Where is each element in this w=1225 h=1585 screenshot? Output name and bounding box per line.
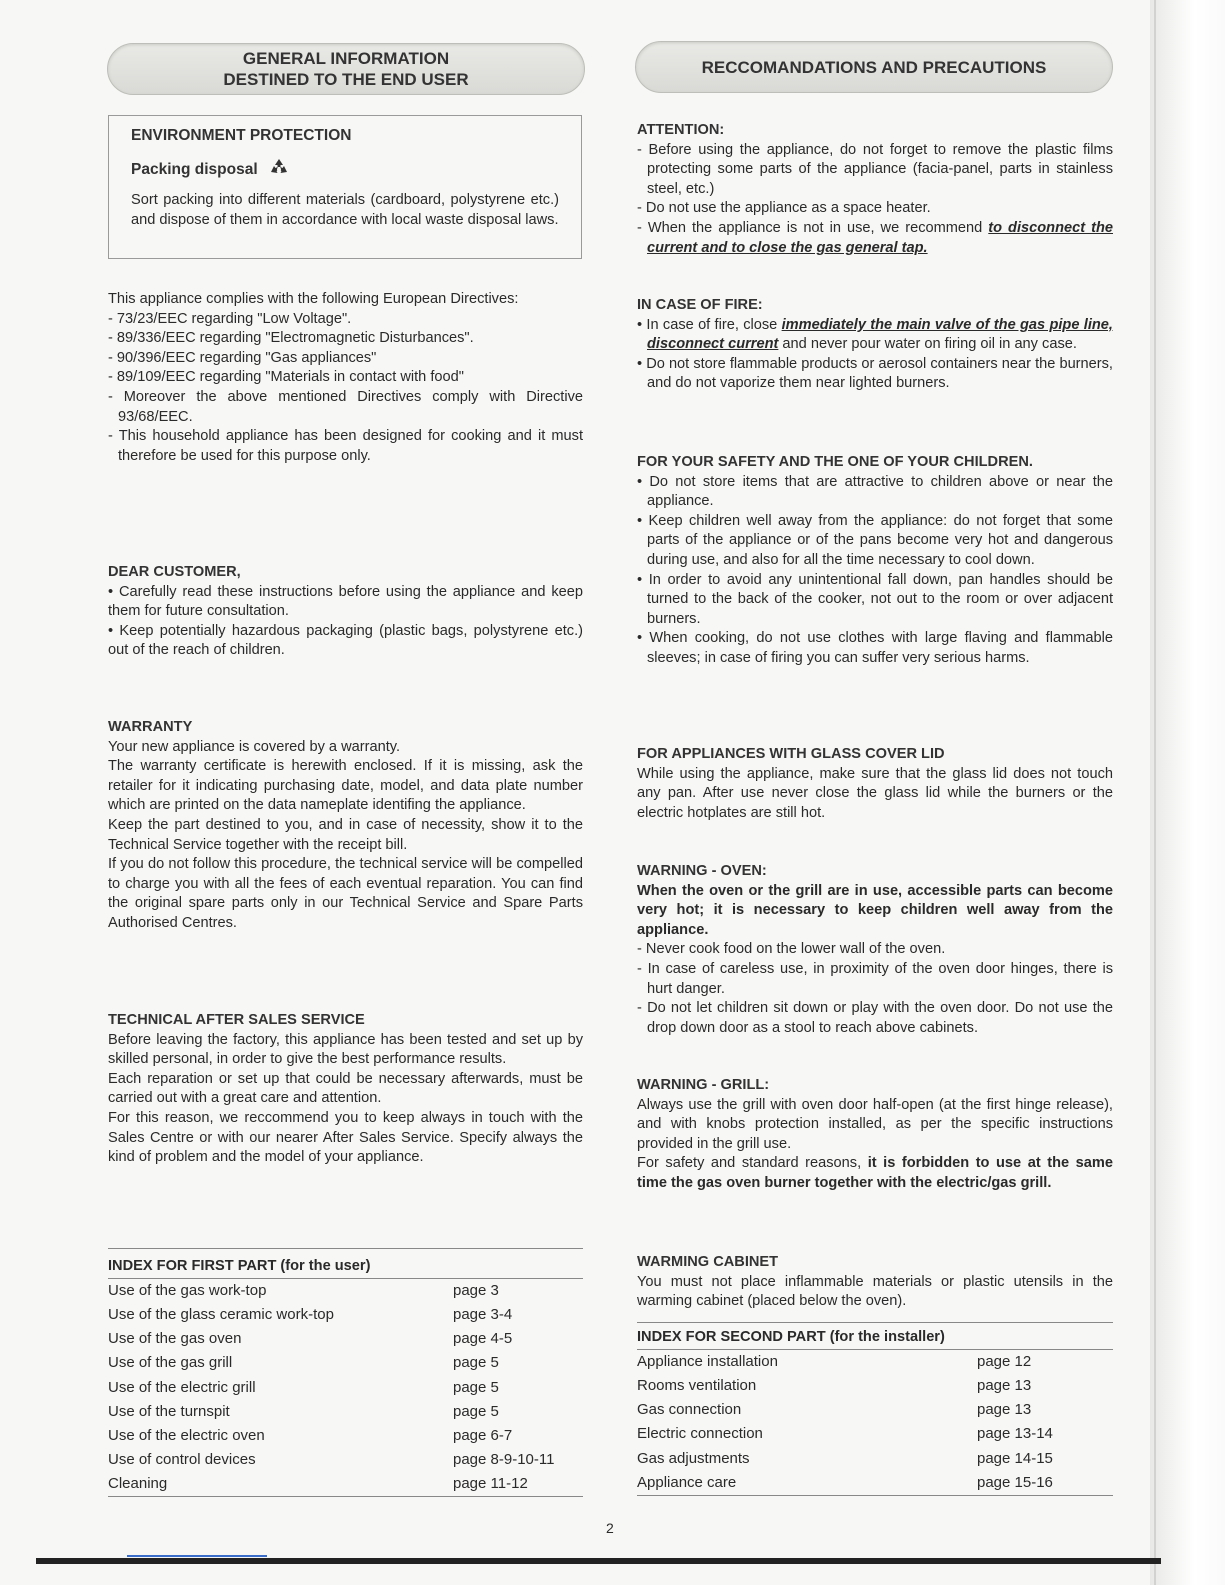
scan-bottom-bar bbox=[36, 1558, 1161, 1564]
index-row bbox=[637, 1374, 1113, 1398]
index-label: Gas adjustments bbox=[637, 1449, 750, 1467]
service-paragraph: Each reparation or set up that could be necessary afterwards, must be carried out with a great care and attention. bbox=[108, 1070, 583, 1107]
index-label: Use of the glass ceramic work-top bbox=[108, 1306, 334, 1324]
index-row bbox=[637, 1422, 1113, 1446]
fire-item bbox=[637, 316, 1113, 355]
index-page: page 3-4 bbox=[453, 1306, 513, 1324]
index-top-rule bbox=[108, 1248, 583, 1249]
fire-emphasis: immediately the main valve of the gas pipe line, disconnect current bbox=[647, 316, 1113, 353]
warranty-title: WARRANTY bbox=[108, 719, 193, 735]
index-row bbox=[637, 1446, 1113, 1470]
packing-disposal-heading bbox=[131, 157, 559, 185]
index-second-title: INDEX FOR SECOND PART (for the installer) bbox=[637, 1328, 1113, 1350]
grill-text: Always use the grill with oven door half-open (at the first hinge release), and with knobs protection installed, as per the specific instructions provided in the grill use. bbox=[637, 1096, 1113, 1152]
page-edge-shadow bbox=[1150, 0, 1225, 1585]
index-row bbox=[108, 1351, 583, 1375]
environment-title: ENVIRONMENT PROTECTION bbox=[131, 127, 352, 144]
directive-item: - 89/109/EEC regarding "Materials in contact with food" bbox=[108, 369, 464, 386]
index-page: page 13 bbox=[977, 1401, 1032, 1419]
warning-grill-section bbox=[637, 1076, 1113, 1194]
index-label: Use of the turnspit bbox=[108, 1402, 230, 1420]
banner-line-2: DESTINED TO THE END USER bbox=[223, 70, 469, 89]
index-row bbox=[637, 1350, 1113, 1374]
warranty-paragraph: If you do not follow this procedure, the technical service will be compelled to charge you with all the fees of each eventual reparation. You can find the original spare parts only in our Technical Service and Spare Parts Authorised Centres. bbox=[108, 856, 583, 931]
oven-item: - Do not let children sit down or play with the oven door. Do not use the drop down door as a stool to reach above cabinets. bbox=[637, 1000, 1113, 1036]
index-label: Appliance installation bbox=[637, 1352, 778, 1370]
fire-item: • Do not store flammable products or aerosol containers near the burners, and do not vaporize them near lighted burners. bbox=[637, 355, 1113, 392]
index-row bbox=[108, 1424, 583, 1448]
packing-disposal-label: Packing disposal bbox=[131, 160, 258, 178]
warming-cabinet-text: You must not place inflammable materials or plastic utensils in the warming cabinet (placed below the oven). bbox=[637, 1273, 1113, 1310]
children-item: • When cooking, do not use clothes with large flaving and flammable sleeves; in case of firing you can suffer very serious harms. bbox=[637, 630, 1113, 666]
index-second-part bbox=[637, 1322, 1113, 1496]
index-label: Appliance care bbox=[637, 1473, 737, 1491]
environment-protection-box bbox=[108, 115, 582, 259]
fire-item-text: • In case of fire, close bbox=[637, 316, 782, 333]
banner-line-1: GENERAL INFORMATION bbox=[242, 49, 450, 68]
index-row bbox=[637, 1398, 1113, 1422]
index-row bbox=[108, 1448, 583, 1472]
glass-lid-section bbox=[637, 745, 1113, 823]
index-second-table bbox=[637, 1350, 1113, 1495]
index-page: page 5 bbox=[453, 1402, 499, 1420]
index-page: page 5 bbox=[453, 1378, 499, 1396]
index-label: Use of the gas work-top bbox=[108, 1281, 267, 1299]
grill-text-bold: it is forbidden to use at the same time the gas oven burner together with the electric/gas grill. bbox=[637, 1155, 1113, 1191]
index-label: Electric connection bbox=[637, 1425, 763, 1443]
warranty-paragraph: The warranty certificate is herewith enclosed. If it is missing, ask the retailer for it indicating purchasing date, model, and data plate number which are printed on the data nameplate identifing the appliance. bbox=[108, 758, 583, 814]
index-label: Use of the gas oven bbox=[108, 1330, 242, 1348]
index-row bbox=[108, 1327, 583, 1351]
directive-item: - Moreover the above mentioned Directives comply with Directive 93/68/EEC. bbox=[108, 388, 583, 425]
index-page: page 4-5 bbox=[453, 1330, 513, 1348]
index-label: Gas connection bbox=[637, 1401, 742, 1419]
scan-blue-line bbox=[127, 1555, 267, 1557]
directive-item: - This household appliance has been designed for cooking and it must therefore be used for this purpose only. bbox=[108, 428, 583, 464]
index-page: page 8-9-10-11 bbox=[453, 1451, 555, 1469]
index-page: page 5 bbox=[453, 1354, 499, 1372]
glass-lid-text: While using the appliance, make sure that the glass lid does not touch any pan. After use never close the glass lid while the burners or the electric hotplates are still hot. bbox=[637, 765, 1113, 821]
index-label: Use of the electric oven bbox=[108, 1427, 265, 1445]
children-safety-section bbox=[637, 453, 1113, 669]
warranty-paragraph: Your new appliance is covered by a warranty. bbox=[108, 738, 401, 755]
children-safety-title: FOR YOUR SAFETY AND THE ONE OF YOUR CHILDREN. bbox=[637, 454, 1033, 470]
index-page: page 11-12 bbox=[453, 1475, 528, 1493]
attention-item-text: - When the appliance is not in use, we recommend bbox=[637, 219, 989, 236]
index-page: page 14-15 bbox=[977, 1449, 1053, 1467]
index-bottom-rule bbox=[108, 1496, 583, 1497]
warming-cabinet-section bbox=[637, 1253, 1113, 1312]
index-label: Use of control devices bbox=[108, 1451, 256, 1469]
index-top-rule bbox=[637, 1322, 1113, 1323]
children-item: • Keep children well away from the appliance: do not forget that some parts of the appliance or of the pans become very hot and dangerous during use, and also for all the time necessary to cool down. bbox=[637, 512, 1113, 568]
index-row bbox=[108, 1472, 583, 1496]
index-label: Use of the gas grill bbox=[108, 1354, 233, 1372]
index-label: Use of the electric grill bbox=[108, 1378, 256, 1396]
dear-customer-section bbox=[108, 563, 583, 661]
glass-lid-title: FOR APPLIANCES WITH GLASS COVER LID bbox=[637, 746, 945, 762]
attention-emphasis: to disconnect the current and to close the gas general tap. bbox=[647, 219, 1113, 256]
index-page: page 12 bbox=[977, 1352, 1032, 1370]
attention-item bbox=[637, 219, 1113, 258]
index-bottom-rule bbox=[637, 1495, 1113, 1496]
index-page: page 3 bbox=[453, 1281, 499, 1299]
children-item: • In order to avoid any unintentional fall down, pan handles should be turned to the back of the cooker, not out to the room or over adjacent burners. bbox=[637, 571, 1113, 627]
index-row bbox=[108, 1400, 583, 1424]
page-number: 2 bbox=[606, 1520, 614, 1536]
recommendations-banner bbox=[635, 41, 1113, 93]
index-label: Cleaning bbox=[108, 1475, 168, 1493]
index-row bbox=[108, 1303, 583, 1327]
customer-item: • Keep potentially hazardous packaging (plastic bags, polystyrene etc.) out of the reach of children. bbox=[108, 622, 583, 659]
oven-item: - Never cook food on the lower wall of the oven. bbox=[637, 941, 946, 958]
warning-grill-title: WARNING - GRILL: bbox=[637, 1077, 770, 1093]
environment-text: Sort packing into different materials (cardboard, polystyrene etc.) and dispose of them in accordance with local waste disposal laws. bbox=[131, 192, 559, 228]
oven-item: - In case of careless use, in proximity of the oven door hinges, there is hurt danger. bbox=[637, 960, 1113, 997]
index-page: page 13 bbox=[977, 1377, 1032, 1395]
warning-oven-section bbox=[637, 862, 1113, 1038]
index-row bbox=[637, 1471, 1113, 1495]
fire-item-text: and never pour water on firing oil in any case. bbox=[778, 336, 1077, 353]
index-page: page 15-16 bbox=[977, 1473, 1053, 1491]
grill-text-2 bbox=[637, 1154, 1113, 1193]
directive-item: - 89/336/EEC regarding "Electromagnetic Disturbances". bbox=[108, 330, 474, 347]
index-row bbox=[108, 1375, 583, 1399]
customer-item: • Carefully read these instructions before using the appliance and keep them for future consultation. bbox=[108, 583, 583, 620]
banner-right-title: RECCOMANDATIONS AND PRECAUTIONS bbox=[701, 57, 1047, 77]
warning-oven-title: WARNING - OVEN: bbox=[637, 863, 767, 879]
index-row bbox=[108, 1279, 583, 1303]
warming-cabinet-title: WARMING CABINET bbox=[637, 1254, 779, 1270]
directive-item: - 90/396/EEC regarding "Gas appliances" bbox=[108, 349, 377, 366]
warning-oven-bold: When the oven or the grill are in use, accessible parts can become very hot; it is necessary to keep children well away from the appliance. bbox=[637, 882, 1113, 938]
attention-section bbox=[637, 121, 1113, 258]
service-paragraph: For this reason, we reccommend you to keep always in touch with the Sales Centre or with our nearer After Sales Service. Specify always the kind of problem and the model of your appliance. bbox=[108, 1109, 583, 1166]
service-paragraph: Before leaving the factory, this appliance has been tested and set up by skilled personal, in order to give the best performance results. bbox=[108, 1031, 583, 1068]
warranty-section bbox=[108, 718, 583, 934]
fire-title: IN CASE OF FIRE: bbox=[637, 297, 763, 313]
fire-section bbox=[637, 296, 1113, 394]
index-page: page 6-7 bbox=[453, 1427, 513, 1445]
grill-text-plain: For safety and standard reasons, bbox=[637, 1155, 868, 1172]
attention-item: - Do not use the appliance as a space heater. bbox=[637, 200, 931, 217]
attention-title: ATTENTION: bbox=[637, 122, 725, 138]
dear-customer-title: DEAR CUSTOMER, bbox=[108, 564, 241, 580]
recycle-icon bbox=[268, 157, 290, 185]
index-first-title: INDEX FOR FIRST PART (for the user) bbox=[108, 1257, 583, 1279]
attention-item: - Before using the appliance, do not forget to remove the plastic films protecting some parts of the appliance (facia-panel, parts in stainless steel, etc.) bbox=[637, 141, 1113, 197]
directive-item: - 73/23/EEC regarding "Low Voltage". bbox=[108, 310, 352, 327]
index-first-table bbox=[108, 1279, 583, 1497]
directives-section bbox=[108, 290, 583, 466]
index-first-part bbox=[108, 1248, 583, 1497]
general-information-banner bbox=[107, 43, 585, 95]
page-edge-line bbox=[1154, 0, 1156, 1585]
after-sales-title: TECHNICAL AFTER SALES SERVICE bbox=[108, 1012, 365, 1028]
warranty-paragraph: Keep the part destined to you, and in case of necessity, show it to the Technical Service together with the receipt bill. bbox=[108, 816, 583, 853]
directives-intro: This appliance complies with the following European Directives: bbox=[108, 291, 519, 307]
index-label: Rooms ventilation bbox=[637, 1377, 757, 1395]
children-item: • Do not store items that are attractive to children above or near the appliance. bbox=[637, 473, 1113, 510]
index-page: page 13-14 bbox=[977, 1425, 1053, 1443]
after-sales-section bbox=[108, 1011, 583, 1168]
